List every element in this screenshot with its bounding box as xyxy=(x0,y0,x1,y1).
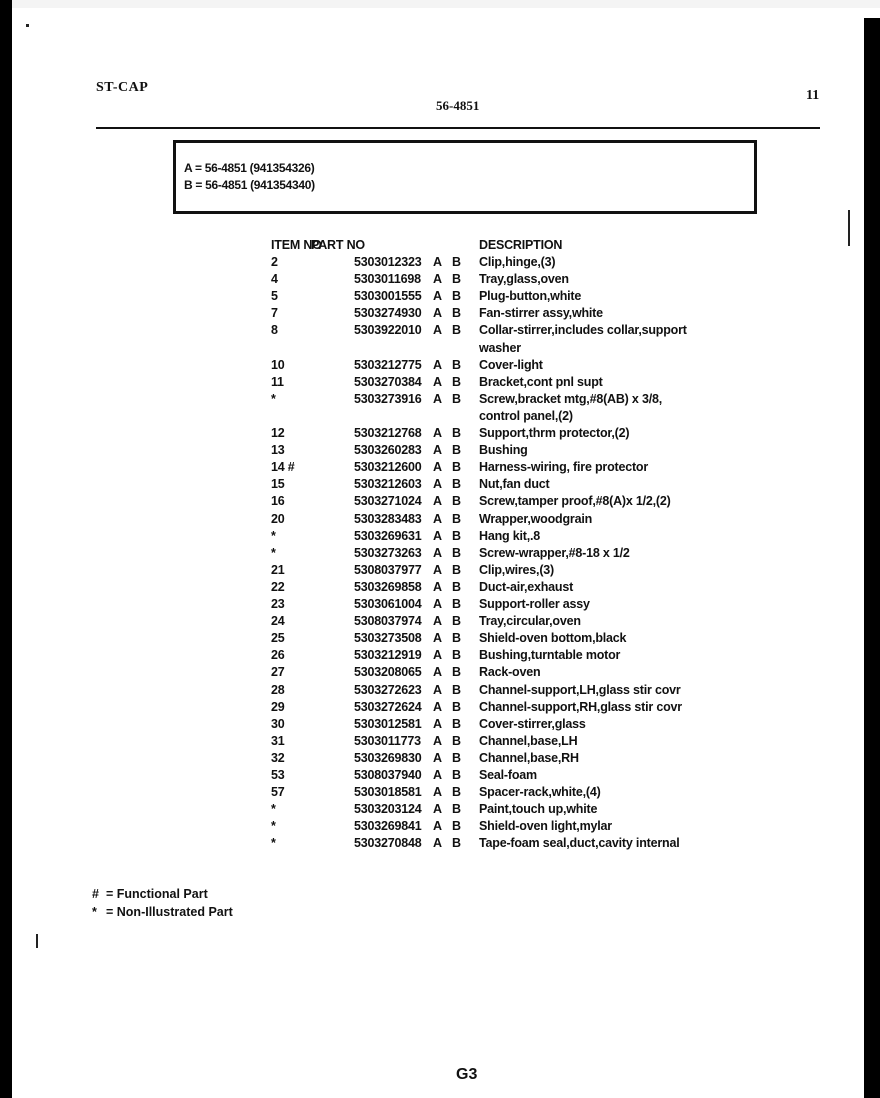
model-b-cell: B xyxy=(452,836,461,851)
model-b-cell: B xyxy=(452,374,461,389)
model-b-cell: B xyxy=(452,665,461,680)
description-continuation: control panel,(2) xyxy=(479,408,573,423)
part-no-cell: 5303274930 xyxy=(354,306,422,321)
description-cell: Channel,base,RH xyxy=(479,750,579,765)
scan-mark xyxy=(26,24,29,27)
description-cell: Cover-stirrer,glass xyxy=(479,716,586,731)
part-no-cell: 5303011773 xyxy=(354,733,421,748)
model-b-cell: B xyxy=(452,802,461,817)
model-a-cell: A xyxy=(433,699,442,714)
part-no-cell: 5303018581 xyxy=(354,785,422,800)
item-no-cell: 4 xyxy=(271,272,278,287)
model-a-cell: A xyxy=(433,545,442,560)
description-cell: Channel-support,RH,glass stir covr xyxy=(479,699,682,714)
item-no-cell: 57 xyxy=(271,785,285,800)
description-cell: Rack-oven xyxy=(479,665,541,680)
model-b-cell: B xyxy=(452,528,461,543)
scan-mark xyxy=(36,934,38,948)
model-key-a: A = 56-4851 (941354326) xyxy=(184,161,315,175)
description-cell: Support,thrm protector,(2) xyxy=(479,426,630,440)
description-cell: Wrapper,woodgrain xyxy=(479,511,593,526)
part-no-cell: 5303270384 xyxy=(354,374,422,389)
part-no-cell: 5303212919 xyxy=(354,648,422,663)
description-cell: Clip,hinge,(3) xyxy=(479,255,556,269)
part-no-cell: 5303269841 xyxy=(354,819,422,834)
part-no-cell: 5308037940 xyxy=(354,768,422,782)
model-b-cell: B xyxy=(452,391,461,406)
item-no-cell: 2 xyxy=(271,255,278,269)
description-cell: Cover-light xyxy=(479,357,543,372)
model-a-cell: A xyxy=(433,614,442,629)
part-no-cell: 5303212768 xyxy=(354,426,422,440)
model-b-cell: B xyxy=(452,511,461,526)
item-no-cell: * xyxy=(271,802,276,817)
scan-mark xyxy=(848,210,850,246)
part-no-cell: 5303061004 xyxy=(354,597,422,611)
model-a-cell: A xyxy=(433,477,442,492)
item-no-cell: 27 xyxy=(271,665,285,680)
part-no-cell: 5303212600 xyxy=(354,460,422,475)
legend-functional xyxy=(92,887,208,901)
part-no-cell: 5303012323 xyxy=(354,255,422,269)
model-b-cell: B xyxy=(452,750,461,765)
part-no-cell: 5303203124 xyxy=(354,802,422,817)
model-b-cell: B xyxy=(452,597,461,611)
model-a-cell: A xyxy=(433,426,442,440)
description-cell: Nut,fan duct xyxy=(479,477,550,492)
model-a-cell: A xyxy=(433,631,442,646)
model-b-cell: B xyxy=(452,699,461,714)
part-no-cell: 5308037974 xyxy=(354,614,422,629)
item-no-cell: 30 xyxy=(271,716,285,731)
part-no-cell: 5303273508 xyxy=(354,631,422,646)
model-a-cell: A xyxy=(433,597,442,611)
column-header-item-no: ITEM NO xyxy=(271,238,322,252)
model-b-cell: B xyxy=(452,323,461,338)
model-a-cell: A xyxy=(433,443,442,458)
model-a-cell: A xyxy=(433,511,442,526)
item-no-cell: 28 xyxy=(271,682,285,697)
model-b-cell: B xyxy=(452,545,461,560)
column-header-part-no: PART NO xyxy=(311,238,365,252)
model-b-cell: B xyxy=(452,289,461,304)
item-no-cell: 14 # xyxy=(271,460,295,475)
part-no-cell: 5303011698 xyxy=(354,272,421,287)
legend-text: = Non-Illustrated Part xyxy=(106,905,233,919)
model-a-cell: A xyxy=(433,836,442,851)
model-b-cell: B xyxy=(452,768,461,782)
item-no-cell: 21 xyxy=(271,562,285,577)
description-cell: Hang kit,.8 xyxy=(479,528,541,543)
part-no-cell: 5303273263 xyxy=(354,545,422,560)
description-cell: Tray,circular,oven xyxy=(479,614,581,629)
description-cell: Spacer-rack,white,(4) xyxy=(479,785,601,800)
model-a-cell: A xyxy=(433,272,442,287)
part-no-cell: 5303212603 xyxy=(354,477,422,492)
description-cell: Channel-support,LH,glass stir covr xyxy=(479,682,681,697)
model-key-box xyxy=(173,140,757,214)
legend-symbol: * xyxy=(92,905,97,919)
part-no-cell: 5303272623 xyxy=(354,682,422,697)
item-no-cell: 12 xyxy=(271,426,285,440)
part-no-cell: 5303273916 xyxy=(354,391,422,406)
scan-top-edge xyxy=(0,0,880,8)
model-a-cell: A xyxy=(433,819,442,834)
item-no-cell: 20 xyxy=(271,511,285,526)
model-a-cell: A xyxy=(433,785,442,800)
model-a-cell: A xyxy=(433,802,442,817)
part-no-cell: 5303270848 xyxy=(354,836,422,851)
description-cell: Channel,base,LH xyxy=(479,733,578,748)
item-no-cell: 8 xyxy=(271,323,278,338)
header-model-number: 56-4851 xyxy=(436,98,480,113)
description-cell: Tape-foam seal,duct,cavity internal xyxy=(479,836,680,851)
part-no-cell: 5308037977 xyxy=(354,562,422,577)
item-no-cell: 53 xyxy=(271,768,285,782)
model-b-cell: B xyxy=(452,426,461,440)
part-no-cell: 5303922010 xyxy=(354,323,422,338)
description-cell: Bracket,cont pnl supt xyxy=(479,374,603,389)
header-rule xyxy=(96,127,820,129)
model-b-cell: B xyxy=(452,682,461,697)
description-cell: Screw-wrapper,#8-18 x 1/2 xyxy=(479,545,630,560)
model-b-cell: B xyxy=(452,460,461,475)
part-no-cell: 5303012581 xyxy=(354,716,422,731)
item-no-cell: * xyxy=(271,819,276,834)
description-cell: Bushing,turntable motor xyxy=(479,648,621,663)
model-a-cell: A xyxy=(433,716,442,731)
model-a-cell: A xyxy=(433,374,442,389)
model-a-cell: A xyxy=(433,665,442,680)
description-cell: Bushing xyxy=(479,443,528,458)
model-a-cell: A xyxy=(433,733,442,748)
part-no-cell: 5303269830 xyxy=(354,750,422,765)
scan-right-edge xyxy=(864,18,880,1098)
item-no-cell: 13 xyxy=(271,443,285,458)
description-continuation: washer xyxy=(479,340,521,355)
description-cell: Paint,touch up,white xyxy=(479,802,598,817)
model-a-cell: A xyxy=(433,750,442,765)
item-no-cell: 24 xyxy=(271,614,285,629)
model-a-cell: A xyxy=(433,306,442,321)
part-no-cell: 5303208065 xyxy=(354,665,422,680)
model-b-cell: B xyxy=(452,562,461,577)
item-no-cell: * xyxy=(271,528,276,543)
part-no-cell: 5303269631 xyxy=(354,528,422,543)
part-no-cell: 5303212775 xyxy=(354,357,422,372)
model-a-cell: A xyxy=(433,648,442,663)
model-b-cell: B xyxy=(452,494,461,509)
item-no-cell: * xyxy=(271,545,276,560)
description-cell: Shield-oven bottom,black xyxy=(479,631,627,646)
legend-symbol: # xyxy=(92,887,99,901)
model-a-cell: A xyxy=(433,323,442,338)
description-cell: Collar-stirrer,includes collar,support xyxy=(479,323,687,338)
description-cell: Plug-button,white xyxy=(479,289,582,304)
description-cell: Screw,bracket mtg,#8(AB) x 3/8, xyxy=(479,391,662,406)
item-no-cell: 32 xyxy=(271,750,285,765)
model-a-cell: A xyxy=(433,579,442,594)
model-b-cell: B xyxy=(452,819,461,834)
model-key-b: B = 56-4851 (941354340) xyxy=(184,178,315,192)
item-no-cell: 23 xyxy=(271,597,285,611)
model-b-cell: B xyxy=(452,579,461,594)
description-cell: Shield-oven light,mylar xyxy=(479,819,612,834)
model-b-cell: B xyxy=(452,648,461,663)
legend-text: = Functional Part xyxy=(106,887,208,901)
page-number: 11 xyxy=(806,88,820,103)
item-no-cell: 10 xyxy=(271,357,285,372)
header-left-label: ST-CAP xyxy=(96,80,149,95)
column-header-description: DESCRIPTION xyxy=(479,238,563,252)
description-cell: Duct-air,exhaust xyxy=(479,579,574,594)
model-a-cell: A xyxy=(433,682,442,697)
item-no-cell: 7 xyxy=(271,306,278,321)
model-b-cell: B xyxy=(452,716,461,731)
model-b-cell: B xyxy=(452,272,461,287)
model-a-cell: A xyxy=(433,768,442,782)
item-no-cell: 16 xyxy=(271,494,285,509)
item-no-cell: 26 xyxy=(271,648,285,663)
model-b-cell: B xyxy=(452,255,461,269)
description-cell: Seal-foam xyxy=(479,768,537,782)
scan-left-edge xyxy=(0,0,12,1098)
item-no-cell: * xyxy=(271,391,276,406)
item-no-cell: 15 xyxy=(271,477,285,492)
item-no-cell: 5 xyxy=(271,289,278,304)
legend-non-illustrated xyxy=(92,905,233,919)
part-no-cell: 5303001555 xyxy=(354,289,422,304)
model-a-cell: A xyxy=(433,528,442,543)
model-b-cell: B xyxy=(452,443,461,458)
item-no-cell: 11 xyxy=(271,374,284,389)
part-no-cell: 5303283483 xyxy=(354,511,422,526)
description-cell: Tray,glass,oven xyxy=(479,272,569,287)
model-b-cell: B xyxy=(452,785,461,800)
part-no-cell: 5303271024 xyxy=(354,494,422,509)
description-cell: Support-roller assy xyxy=(479,597,590,611)
description-cell: Fan-stirrer assy,white xyxy=(479,306,603,321)
item-no-cell: 31 xyxy=(271,733,285,748)
model-a-cell: A xyxy=(433,562,442,577)
model-a-cell: A xyxy=(433,289,442,304)
part-no-cell: 5303269858 xyxy=(354,579,422,594)
description-cell: Screw,tamper proof,#8(A)x 1/2,(2) xyxy=(479,494,671,509)
item-no-cell: 29 xyxy=(271,699,285,714)
model-a-cell: A xyxy=(433,357,442,372)
item-no-cell: 22 xyxy=(271,579,285,594)
part-no-cell: 5303260283 xyxy=(354,443,422,458)
model-a-cell: A xyxy=(433,255,442,269)
footer-code: G3 xyxy=(456,1066,478,1083)
description-cell: Clip,wires,(3) xyxy=(479,562,554,577)
item-no-cell: 25 xyxy=(271,631,285,646)
model-b-cell: B xyxy=(452,357,461,372)
item-no-cell: * xyxy=(271,836,276,851)
model-b-cell: B xyxy=(452,477,461,492)
model-a-cell: A xyxy=(433,460,442,475)
model-a-cell: A xyxy=(433,494,442,509)
model-a-cell: A xyxy=(433,391,442,406)
model-b-cell: B xyxy=(452,306,461,321)
description-cell: Harness-wiring, fire protector xyxy=(479,460,649,475)
model-b-cell: B xyxy=(452,614,461,629)
model-b-cell: B xyxy=(452,733,461,748)
model-b-cell: B xyxy=(452,631,461,646)
part-no-cell: 5303272624 xyxy=(354,699,422,714)
